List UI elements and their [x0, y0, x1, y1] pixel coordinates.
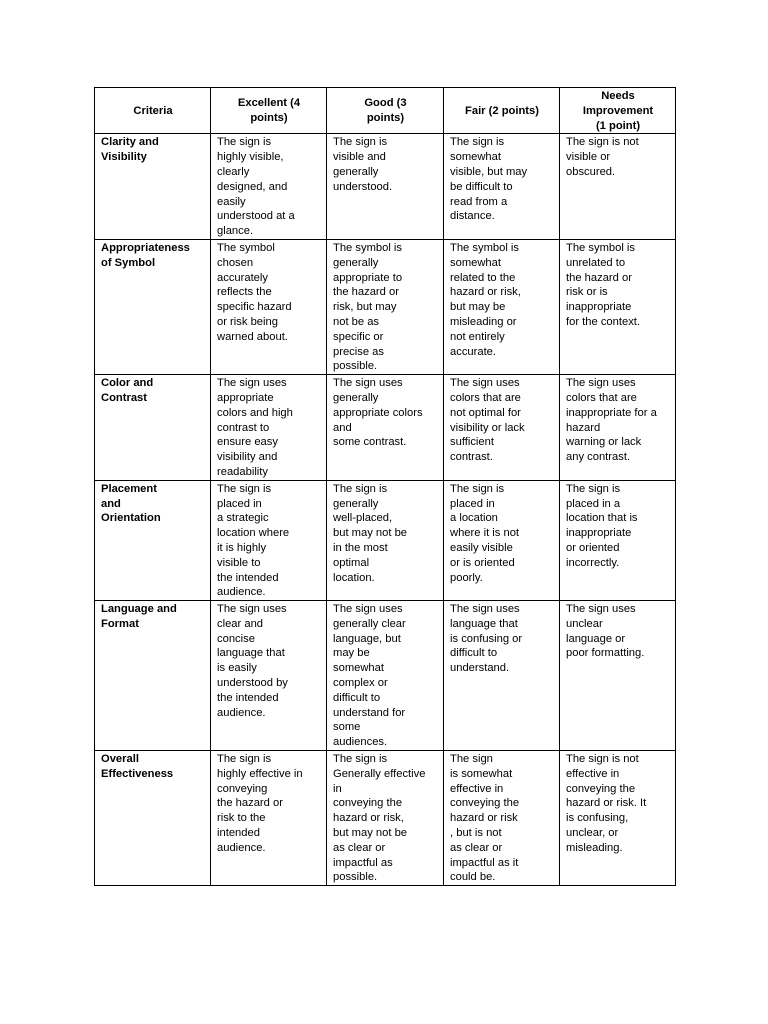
table-row [95, 239, 676, 374]
good-cell: The sign is generally well-placed, but may not be in the most optimal location. [327, 480, 444, 600]
excellent-cell: The symbol chosen accurately reflects the specific hazard or risk being warned about. [211, 239, 327, 374]
needs-improvement-cell: The symbol is unrelated to the hazard or risk or is inappropriate for the context. [560, 239, 676, 374]
good-cell: The sign is visible and generally understood. [327, 134, 444, 240]
needs-improvement-cell: The sign is not effective in conveying the hazard or risk. It is confusing, unclear, or misleading. [560, 751, 676, 886]
excellent-cell: The sign uses clear and concise language that is easily understood by the intended audience. [211, 601, 327, 751]
fair-cell: The sign uses colors that are not optimal for visibility or lack sufficient contrast. [444, 375, 560, 481]
table-row [95, 134, 676, 240]
rubric-table [94, 87, 676, 886]
table-row [95, 375, 676, 481]
criteria-cell: Color and Contrast [95, 375, 211, 481]
table-row [95, 751, 676, 886]
criteria-cell: Clarity and Visibility [95, 134, 211, 240]
header-fair: Fair (2 points) [444, 88, 560, 134]
fair-cell: The symbol is somewhat related to the hazard or risk, but may be misleading or not entirely accurate. [444, 239, 560, 374]
table-row [95, 480, 676, 600]
needs-improvement-cell: The sign uses unclear language or poor formatting. [560, 601, 676, 751]
fair-cell: The sign uses language that is confusing or difficult to understand. [444, 601, 560, 751]
excellent-cell: The sign is placed in a strategic location where it is highly visible to the intended audience. [211, 480, 327, 600]
criteria-cell: Language and Format [95, 601, 211, 751]
good-cell: The sign uses generally appropriate colors and some contrast. [327, 375, 444, 481]
fair-cell: The sign is somewhat effective in conveying the hazard or risk , but is not as clear or impactful as it could be. [444, 751, 560, 886]
fair-cell: The sign is placed in a location where it is not easily visible or is oriented poorly. [444, 480, 560, 600]
header-good: Good (3 points) [327, 88, 444, 134]
header-needs-improvement: Needs Improvement (1 point) [560, 88, 676, 134]
excellent-cell: The sign uses appropriate colors and high contrast to ensure easy visibility and readability [211, 375, 327, 481]
needs-improvement-cell: The sign uses colors that are inappropriate for a hazard warning or lack any contrast. [560, 375, 676, 481]
header-criteria: Criteria [95, 88, 211, 134]
fair-cell: The sign is somewhat visible, but may be difficult to read from a distance. [444, 134, 560, 240]
needs-improvement-cell: The sign is not visible or obscured. [560, 134, 676, 240]
criteria-cell: Appropriateness of Symbol [95, 239, 211, 374]
table-row [95, 601, 676, 751]
excellent-cell: The sign is highly visible, clearly designed, and easily understood at a glance. [211, 134, 327, 240]
criteria-cell: Overall Effectiveness [95, 751, 211, 886]
criteria-cell: Placement and Orientation [95, 480, 211, 600]
needs-improvement-cell: The sign is placed in a location that is inappropriate or oriented incorrectly. [560, 480, 676, 600]
header-excellent: Excellent (4 points) [211, 88, 327, 134]
good-cell: The sign uses generally clear language, but may be somewhat complex or difficult to understand for some audiences. [327, 601, 444, 751]
good-cell: The symbol is generally appropriate to the hazard or risk, but may not be as specific or precise as possible. [327, 239, 444, 374]
good-cell: The sign is Generally effective in conveying the hazard or risk, but may not be as clear or impactful as possible. [327, 751, 444, 886]
header-row [95, 88, 676, 134]
excellent-cell: The sign is highly effective in conveying the hazard or risk to the intended audience. [211, 751, 327, 886]
